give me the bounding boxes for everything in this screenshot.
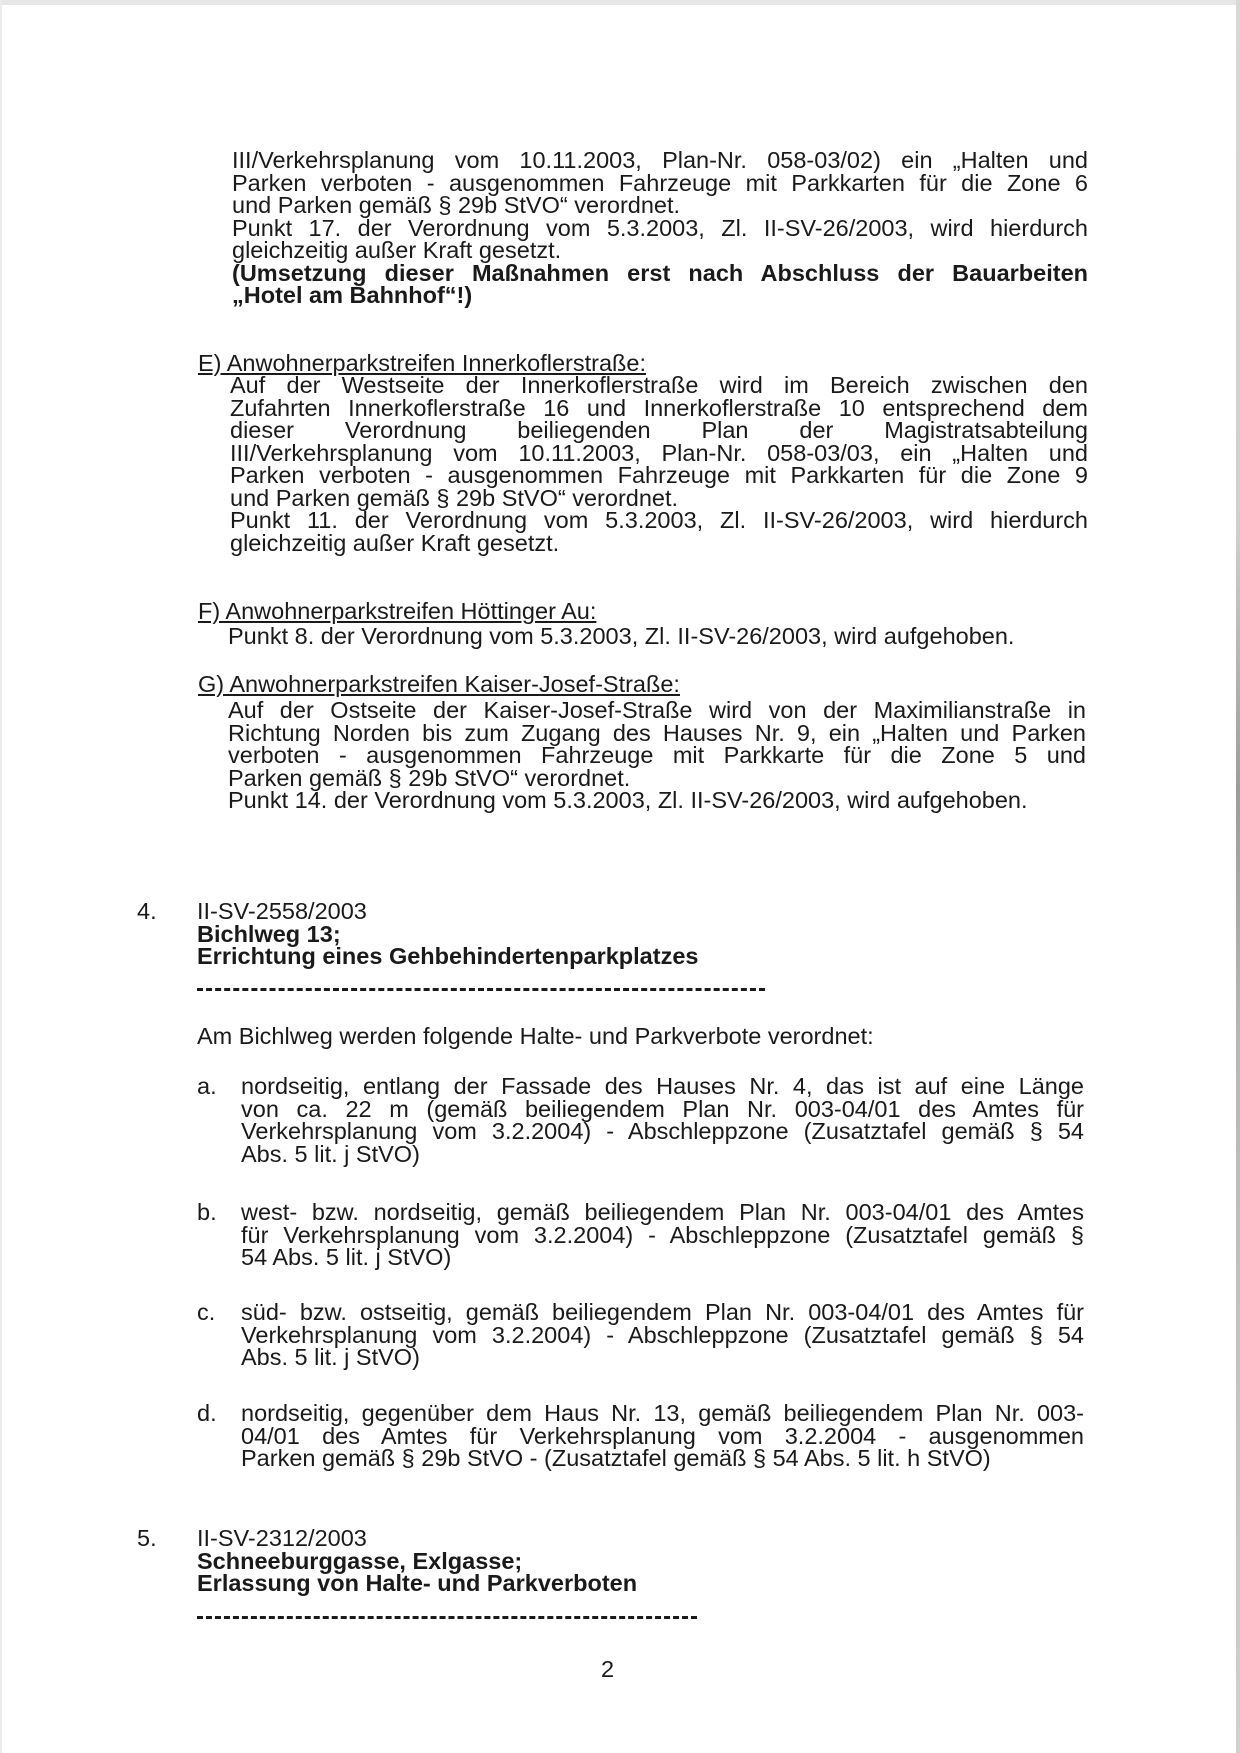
- bold-note-line: (Umsetzung dieser Maßnahmen erst nach Abschluss der Bauarbeiten: [232, 259, 1088, 286]
- text-line: süd- bzw. ostseitig, gemäß beiliegendem Plan Nr. 003-04/01 des Amtes für: [241, 1299, 1084, 1325]
- text-line: verboten - ausgenommen Fahrzeuge mit Parkkarte für die Zone 5 und: [228, 742, 1086, 768]
- item-title: Bichlweg 13;: [197, 920, 341, 947]
- text-line: nordseitig, gegenüber dem Haus Nr. 13, gemäß beiliegendem Plan Nr. 003-: [241, 1400, 1084, 1426]
- text-line: Zufahrten Innerkoflerstraße 16 und Innerkoflerstraße 10 entsprechend dem: [230, 394, 1088, 421]
- dashed-separator: [197, 988, 765, 991]
- list-item-c: [241, 1301, 1084, 1369]
- text-line: Abs. 5 lit. j StVO): [241, 1140, 420, 1167]
- item-subtitle: Errichtung eines Gehbehindertenparkplatzes: [197, 943, 699, 969]
- text-line: Verkehrsplanung vom 3.2.2004) - Abschleppzone (Zusatztafel gemäß § 54: [241, 1321, 1084, 1348]
- item-reference: II-SV-2312/2003: [197, 1525, 367, 1551]
- text-line: Punkt 8. der Verordnung vom 5.3.2003, Zl. II-SV-26/2003, wird aufgehoben.: [228, 623, 1015, 649]
- section-e-body: [230, 374, 1088, 554]
- text-line: dieser Verordnung beiliegenden Plan der Magistratsabteilung: [230, 417, 1088, 443]
- scan-edge-right: [1236, 0, 1240, 1753]
- page-number: 2: [601, 1656, 615, 1682]
- bold-note-line: „Hotel am Bahnhof“!): [232, 282, 473, 308]
- text-line: Abs. 5 lit. j StVO): [241, 1344, 420, 1370]
- section-heading: F) Anwohnerparkstreifen Höttinger Au:: [198, 598, 597, 624]
- list-item-b: [241, 1201, 1084, 1269]
- section-d-continuation: [232, 149, 1088, 307]
- text-line: gleichzeitig außer Kraft gesetzt.: [232, 237, 562, 263]
- list-label: a.: [197, 1073, 217, 1099]
- text-line: Auf der Westseite der Innerkoflerstraße wird im Bereich zwischen den: [230, 372, 1088, 398]
- text-line: von ca. 22 m (gemäß beiliegendem Plan Nr. 003-04/01 des Amtes für: [241, 1095, 1084, 1122]
- text-line: gleichzeitig außer Kraft gesetzt.: [230, 529, 560, 556]
- list-label: c.: [197, 1299, 216, 1325]
- item-subtitle: Erlassung von Halte- und Parkverboten: [197, 1570, 638, 1596]
- section-f-body: [228, 625, 1014, 648]
- list-item-a: [241, 1075, 1084, 1165]
- text-line: Richtung Norden bis zum Zugang des Hauses Nr. 9, ein „Halten und Parken: [228, 719, 1086, 746]
- item-4-header: [197, 900, 698, 968]
- text-line: 04/01 des Amtes für Verkehrsplanung vom 3.2.2004 - ausgenommen: [241, 1422, 1084, 1449]
- scan-edge-top: [0, 0, 1240, 5]
- text-line: Auf der Ostseite der Kaiser-Josef-Straße wird von der Maximilianstraße in: [228, 697, 1086, 723]
- list-item-d: [241, 1402, 1084, 1470]
- text-line: Parken verboten - ausgenommen Fahrzeuge mit Parkkarten für die Zone 6: [232, 169, 1088, 196]
- list-label: b.: [197, 1199, 217, 1225]
- text-line: und Parken gemäß § 29b StVO“ verordnet.: [230, 484, 679, 511]
- text-line: und Parken gemäß § 29b StVO“ verordnet.: [232, 192, 681, 218]
- text-line: III/Verkehrsplanung vom 10.11.2003, Plan-Nr. 058-03/03, ein „Halten und: [230, 439, 1088, 466]
- text-line: Parken gemäß § 29b StVO“ verordnet.: [228, 764, 631, 791]
- item-title: Schneeburggasse, Exlgasse;: [197, 1547, 523, 1574]
- section-f-heading: [198, 600, 596, 623]
- text-line: 54 Abs. 5 lit. j StVO): [241, 1244, 452, 1270]
- text-line: west- bzw. nordseitig, gemäß beiliegendem Plan Nr. 003-04/01 des Amtes: [241, 1199, 1084, 1225]
- text-line: Parken verboten - ausgenommen Fahrzeuge mit Parkkarten für die Zone 9: [230, 462, 1088, 488]
- item-reference: II-SV-2558/2003: [197, 898, 367, 924]
- item-number: 5.: [137, 1525, 157, 1551]
- section-g-heading: [198, 673, 680, 696]
- section-g-body: [228, 699, 1086, 812]
- item-5-header: [197, 1527, 637, 1595]
- text-line: für Verkehrsplanung vom 3.2.2004) - Abschleppzone (Zusatztafel gemäß §: [241, 1221, 1084, 1248]
- text-line: Punkt 14. der Verordnung vom 5.3.2003, Zl. II-SV-26/2003, wird aufgehoben.: [228, 787, 1028, 813]
- intro-text: Am Bichlweg werden folgende Halte- und Parkverbote verordnet:: [197, 1023, 874, 1049]
- scan-edge-left: [0, 0, 2, 1753]
- section-heading: G) Anwohnerparkstreifen Kaiser-Josef-Straße:: [198, 671, 680, 697]
- text-line: Verkehrsplanung vom 3.2.2004) - Abschleppzone (Zusatztafel gemäß § 54: [241, 1118, 1084, 1144]
- text-line: Parken gemäß § 29b StVO - (Zusatztafel gemäß § 54 Abs. 5 lit. h StVO): [241, 1445, 991, 1471]
- text-line: nordseitig, entlang der Fassade des Hauses Nr. 4, das ist auf eine Länge: [241, 1073, 1084, 1099]
- text-line: III/Verkehrsplanung vom 10.11.2003, Plan-Nr. 058-03/02) ein „Halten und: [232, 147, 1088, 173]
- list-label: d.: [197, 1400, 217, 1426]
- dashed-separator: [197, 1616, 697, 1619]
- item-number: 4.: [137, 898, 157, 924]
- text-line: Punkt 11. der Verordnung vom 5.3.2003, Zl. II-SV-26/2003, wird hierdurch: [230, 507, 1088, 533]
- section-heading: E) Anwohnerparkstreifen Innerkoflerstraße:: [198, 350, 647, 376]
- item-4-intro: [197, 1025, 874, 1048]
- text-line: Punkt 17. der Verordnung vom 5.3.2003, Zl. II-SV-26/2003, wird hierdurch: [232, 214, 1088, 241]
